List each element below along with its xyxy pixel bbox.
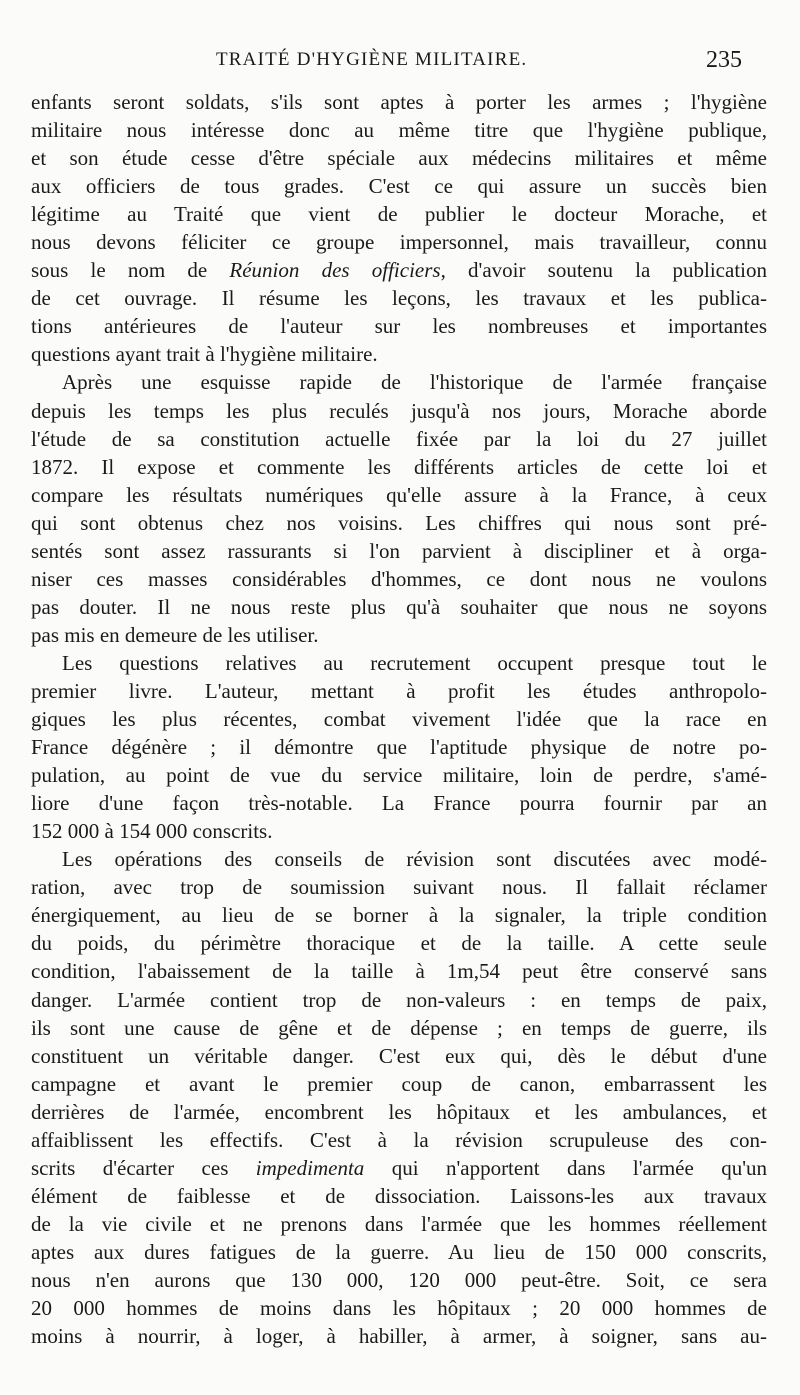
text-line: constituent un véritable danger. C'est eux qui, dès le début d'une xyxy=(31,1043,767,1068)
text-line: 1872. Il expose et commente les différents articles de cette loi et xyxy=(31,454,767,479)
text-line: danger. L'armée contient trop de non-valeurs : en temps de paix, xyxy=(31,987,767,1012)
text-line: giques les plus récentes, combat vivement l'idée que la race en xyxy=(31,707,767,732)
text-line: pulation, au point de vue du service militaire, loin de perdre, s'amé- xyxy=(31,763,767,788)
text-segment: scrits d'écarter ces xyxy=(31,1155,256,1180)
text-line: France dégénère ; il démontre que l'aptitude physique de notre po- xyxy=(31,735,767,760)
text-line: liore d'une façon très-notable. La France pourra fournir par an xyxy=(31,791,767,816)
running-title: TRAITÉ D'HYGIÈNE MILITAIRE. xyxy=(216,49,528,70)
text-line: questions ayant trait à l'hygiène militaire. xyxy=(31,342,378,367)
text-line: depuis les temps les plus reculés jusqu'à nos jours, Morache aborde xyxy=(31,398,767,423)
text-line: ils sont une cause de gêne et de dépense ; en temps de guerre, ils xyxy=(31,1015,767,1040)
text-line: pas douter. Il ne nous reste plus qu'à souhaiter que nous ne soyons xyxy=(31,594,767,619)
italic-title: impedimenta xyxy=(255,1155,365,1180)
text-segment: , d'avoir soutenu la publication xyxy=(440,258,767,283)
text-segment: sous le nom de xyxy=(31,258,230,283)
text-line: de la vie civile et ne prenons dans l'armée que les hommes réellement xyxy=(31,1211,767,1236)
text-line: moins à nourrir, à loger, à habiller, à armer, à soigner, sans au- xyxy=(31,1324,767,1349)
text-line: du poids, du périmètre thoracique et de la taille. A cette seule xyxy=(31,931,767,956)
text-line: aptes aux dures fatigues de la guerre. Au lieu de 150 000 conscrits, xyxy=(31,1239,767,1264)
text-line: enfants seront soldats, s'ils sont aptes à porter les armes ; l'hygiène xyxy=(31,90,767,114)
text-line: niser ces masses considérables d'hommes, ce dont nous ne voulons xyxy=(31,566,767,591)
body-text xyxy=(31,88,767,1350)
text-line: sentés sont assez rassurants si l'on parvient à discipliner et à orga- xyxy=(31,538,767,563)
text-line: 152 000 à 154 000 conscrits. xyxy=(31,819,273,844)
text-line: affaiblissent les effectifs. C'est à la révision scrupuleuse des con- xyxy=(31,1127,767,1152)
text-line: de cet ouvrage. Il résume les leçons, les travaux et les publica- xyxy=(31,286,767,311)
text-segment: qui n'apportent dans l'armée qu'un xyxy=(364,1155,767,1180)
text-line: compare les résultats numériques qu'elle assure à la France, à ceux xyxy=(31,482,767,507)
text-line: premier livre. L'auteur, mettant à profit les études anthropolo- xyxy=(31,678,767,703)
italic-title: Réunion des officiers xyxy=(229,258,441,283)
text-line: énergiquement, au lieu de se borner à la signaler, la triple condition xyxy=(31,903,767,928)
text-line: l'étude de sa constitution actuelle fixée par la loi du 27 juillet xyxy=(31,426,767,451)
text-line: aux officiers de tous grades. C'est ce qui assure un succès bien xyxy=(31,174,767,199)
text-line: légitime au Traité que vient de publier le docteur Morache, et xyxy=(31,202,767,227)
text-line: derrières de l'armée, encombrent les hôpitaux et les ambulances, et xyxy=(31,1099,767,1124)
text-line: nous n'en aurons que 130 000, 120 000 peut-être. Soit, ce sera xyxy=(31,1267,767,1292)
text-line: 20 000 hommes de moins dans les hôpitaux ; 20 000 hommes de xyxy=(31,1296,767,1321)
text-line: pas mis en demeure de les utiliser. xyxy=(31,622,319,647)
text-line: Après une esquisse rapide de l'historique de l'armée française xyxy=(62,370,767,395)
text-line: campagne et avant le premier coup de canon, embarrassent les xyxy=(31,1071,767,1096)
running-head xyxy=(30,44,742,76)
text-line xyxy=(31,256,767,284)
text-line: condition, l'abaissement de la taille à 1m,54 peut être conservé sans xyxy=(31,959,767,984)
text-line xyxy=(31,1154,767,1182)
text-line: militaire nous intéresse donc au même titre que l'hygiène publique, xyxy=(31,118,767,143)
text-line: et son étude cesse d'être spéciale aux médecins militaires et même xyxy=(31,146,767,171)
text-line: tions antérieures de l'auteur sur les nombreuses et importantes xyxy=(31,314,767,339)
text-line: qui sont obtenus chez nos voisins. Les chiffres qui nous sont pré- xyxy=(31,510,767,535)
text-line: nous devons féliciter ce groupe impersonnel, mais travailleur, connu xyxy=(31,230,767,255)
text-line: Les opérations des conseils de révision sont discutées avec modé- xyxy=(62,847,767,872)
text-line: Les questions relatives au recrutement occupent presque tout le xyxy=(62,650,767,675)
page-number: 235 xyxy=(706,47,742,73)
text-line: élément de faiblesse et de dissociation. Laissons-les aux travaux xyxy=(31,1183,767,1208)
text-line: ration, avec trop de soumission suivant nous. Il fallait réclamer xyxy=(31,875,767,900)
